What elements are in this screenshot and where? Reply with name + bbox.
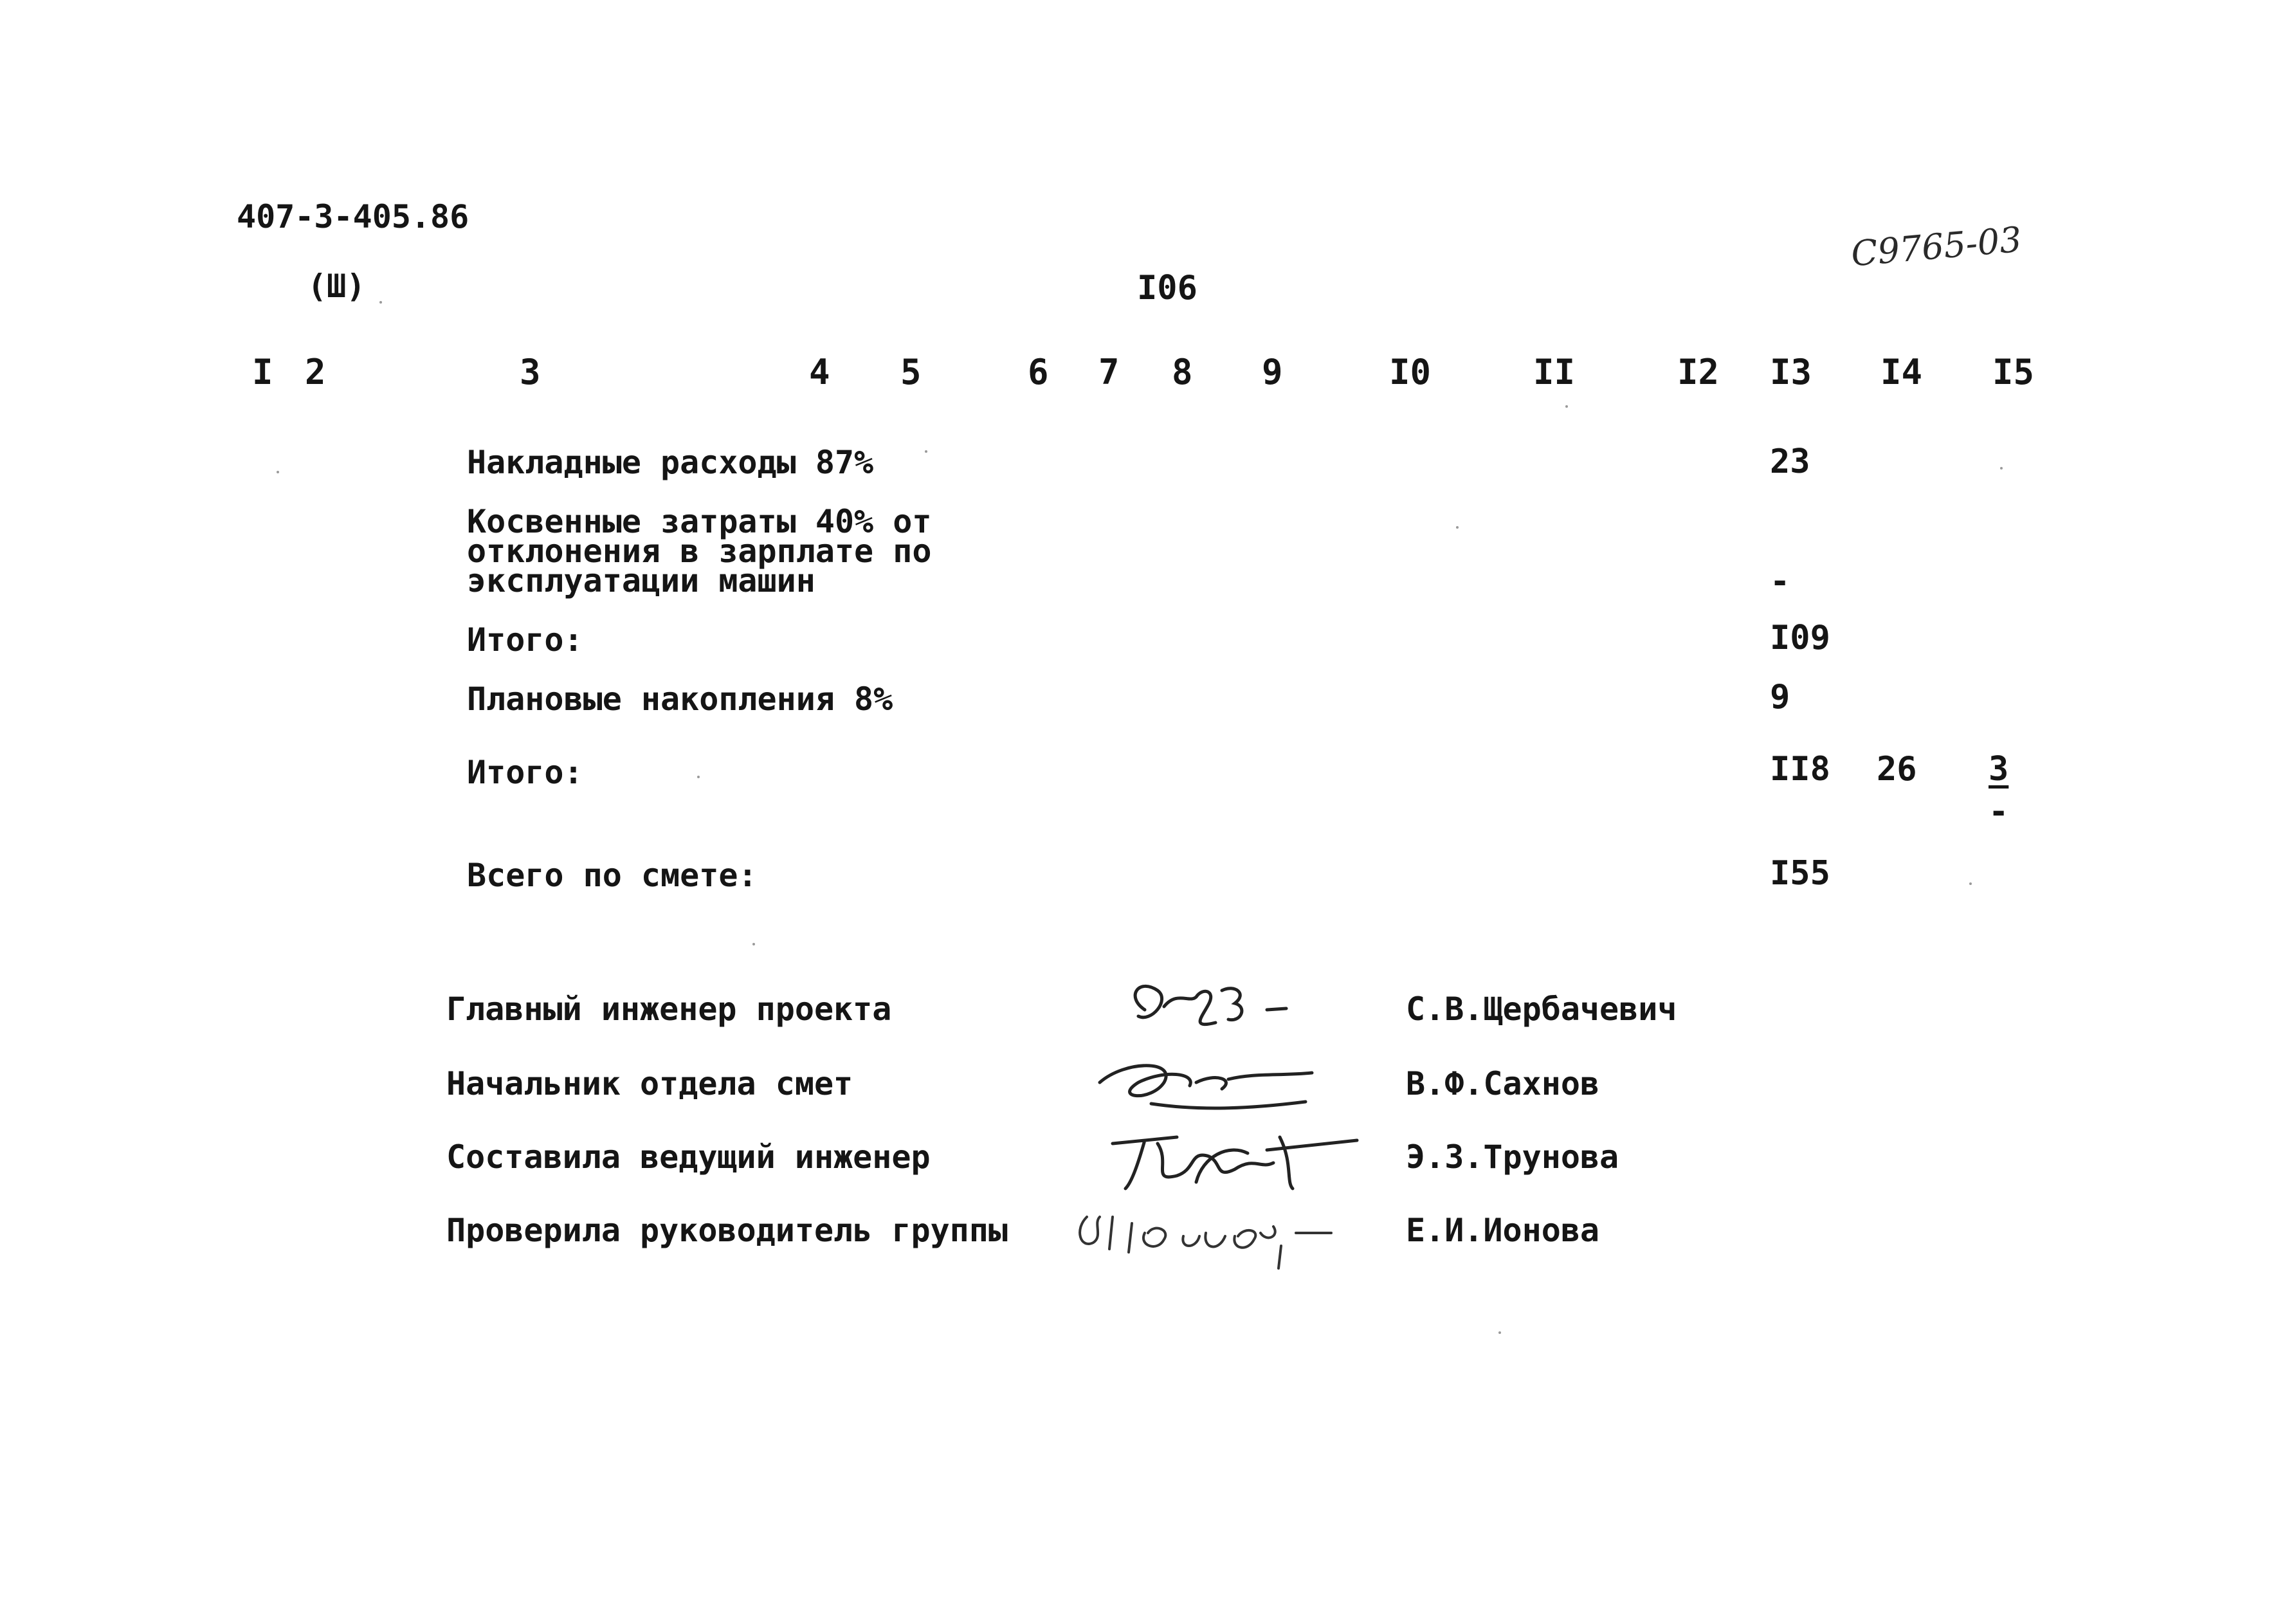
row-label: Итого: [467, 754, 583, 791]
row-value-col14: 26 [1877, 750, 1917, 789]
scan-speck [752, 943, 755, 945]
column-number: I [252, 352, 273, 392]
column-number: I4 [1880, 352, 1923, 392]
row-value-col13: 23 [1770, 442, 1810, 481]
signature-name: В.Ф.Сахнов [1406, 1065, 1600, 1102]
scan-speck [1456, 526, 1459, 529]
column-number: I3 [1770, 352, 1812, 392]
scan-speck [1498, 1331, 1501, 1334]
row-value-col13: 9 [1770, 678, 1790, 716]
column-number: 5 [900, 352, 922, 392]
signature-scribble-2 [1087, 1047, 1331, 1118]
scan-speck [925, 450, 927, 453]
column-number: I0 [1389, 352, 1432, 392]
column-number: 7 [1098, 352, 1120, 392]
scan-speck [1969, 882, 1972, 885]
scan-speck [277, 471, 279, 473]
page-number: I06 [1137, 269, 1197, 307]
column-number: I2 [1677, 352, 1720, 392]
column-number: 8 [1172, 352, 1193, 392]
column-number: 9 [1262, 352, 1283, 392]
signature-role: Проверила руководитель группы [446, 1212, 1008, 1249]
signature-name: Е.И.Ионова [1406, 1212, 1600, 1249]
row-value-col15: 3 [1989, 750, 2009, 789]
row-label: Косвенные затраты 40% от отклонения в зарплате по эксплуатации машин [467, 503, 932, 599]
row-value-col13: I09 [1770, 619, 1830, 657]
row-value-col15-below: - [1989, 792, 2009, 831]
scan-speck [2000, 467, 2003, 470]
signature-scribble-3 [1100, 1118, 1370, 1201]
signature-role: Составила ведущий инженер [446, 1138, 931, 1176]
row-label: Всего по смете: [467, 857, 758, 894]
row-value-col13: - [1770, 562, 1790, 601]
section-mark: (Ш) [307, 268, 366, 305]
row-value-col13: II8 [1770, 750, 1830, 789]
scan-speck [697, 776, 700, 778]
signature-name: С.В.Щербачевич [1406, 990, 1677, 1028]
document-number: 407-3-405.86 [237, 198, 469, 235]
column-number: 4 [809, 352, 830, 392]
scan-speck [1565, 405, 1568, 408]
column-number: I5 [1992, 352, 2035, 392]
archive-code: С9765-03 [1849, 219, 2023, 275]
row-label: Итого: [467, 621, 583, 659]
column-number: II [1533, 352, 1576, 392]
column-number: 3 [520, 352, 541, 392]
signature-name: Э.З.Трунова [1406, 1138, 1619, 1176]
signature-role: Начальник отдела смет [446, 1065, 853, 1102]
column-number: 2 [305, 352, 326, 392]
signature-scribble-1 [1119, 971, 1299, 1036]
row-value-col13: I55 [1770, 854, 1830, 893]
scan-speck [379, 301, 382, 304]
signature-role: Главный инженер проекта [446, 990, 892, 1028]
column-number: 6 [1028, 352, 1049, 392]
signature-scribble-4 [1074, 1198, 1370, 1281]
row-label: Накладные расходы 87% [467, 444, 874, 481]
row-label: Плановые накопления 8% [467, 680, 893, 718]
